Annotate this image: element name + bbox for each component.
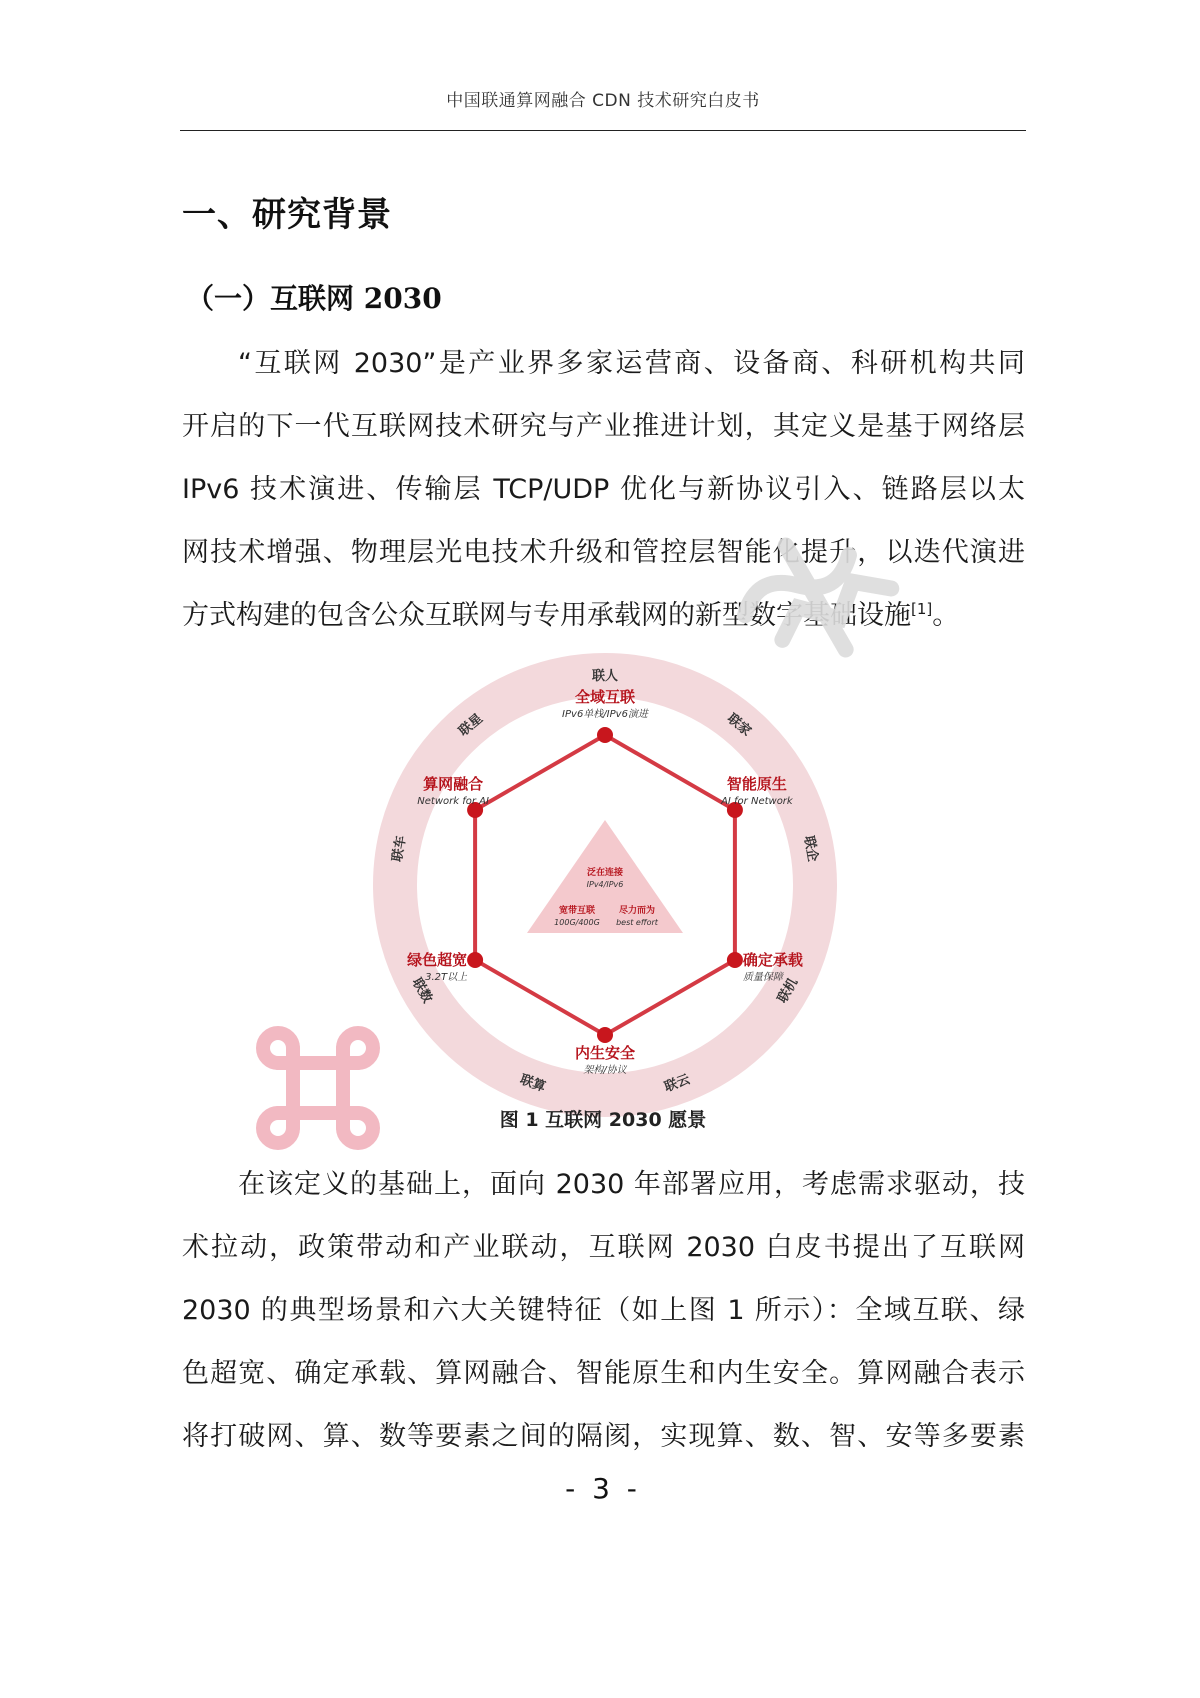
feature-node-title: 智能原生 — [726, 775, 787, 793]
running-header: 中国联通算网融合 CDN 技术研究白皮书 — [446, 91, 760, 111]
paragraph-line: “互联网 2030”是产业界多家运营商、设备商、科研机构共同 — [238, 348, 1025, 379]
paragraph-features — [182, 1153, 1025, 1468]
paragraph-line: 2030 的典型场景和六大关键特征（如上图 1 所示）：全域互联、绿 — [182, 1295, 1025, 1326]
china-unicom-logo-watermark-icon — [248, 1018, 388, 1158]
paragraph-line: 网技术增强、物理层光电技术升级和管控层智能化提升，以迭代演进 — [182, 537, 1025, 568]
subsection-heading — [186, 277, 442, 317]
paragraph-line: 术拉动，政策带动和产业联动，互联网 2030 白皮书提出了互联网 — [182, 1232, 1025, 1263]
internet-2030-vision-diagram — [370, 650, 840, 1120]
subsection-heading-number: 2030 — [363, 282, 442, 315]
feature-node-title: 内生安全 — [574, 1044, 636, 1062]
ring-label: 联机 — [775, 975, 802, 1006]
citation-ref: [1] — [911, 600, 933, 618]
paragraph-line: IPv6 技术演进、传输层 TCP/UDP 优化与新协议引入、链路层以太 — [182, 474, 1025, 505]
feature-node-subtitle: Network for AI — [417, 796, 489, 807]
subsection-heading-prefix: （一）互联网 — [186, 282, 364, 315]
center-label-sub: 100G/400G — [554, 918, 600, 927]
header-rule — [180, 130, 1026, 131]
center-label-sub: IPv4/IPv6 — [586, 880, 624, 889]
feature-node-subtitle: IPv6单栈/IPv6演进 — [562, 709, 648, 720]
paragraph-line: 色超宽、确定承载、算网融合、智能原生和内生安全。算网融合表示 — [182, 1358, 1025, 1389]
ring-label: 联家 — [724, 711, 754, 740]
ring-label: 联算 — [517, 1072, 548, 1096]
paragraph-line: 在该定义的基础上，面向 2030 年部署应用，考虑需求驱动，技 — [238, 1169, 1025, 1200]
feature-node-title: 绿色超宽 — [407, 951, 468, 969]
ring-label: 联云 — [662, 1072, 693, 1096]
section-heading: 一、研究背景 — [182, 195, 392, 235]
feature-node-dot — [467, 952, 483, 968]
ring-label: 联数 — [408, 975, 435, 1006]
feature-node-title: 确定承载 — [742, 951, 803, 969]
feature-node-subtitle: 架构/协议 — [583, 1065, 627, 1076]
feature-node-title: 算网融合 — [423, 775, 484, 793]
feature-node-subtitle: 3.2T以上 — [425, 972, 468, 983]
center-label-title: 泛在连接 — [586, 868, 624, 878]
feature-node-subtitle: 质量保障 — [742, 972, 783, 983]
figure-caption: 图 1 互联网 2030 愿景 — [499, 1109, 707, 1131]
feature-node-title: 全域互联 — [574, 688, 636, 706]
sentence-end: 。 — [932, 600, 960, 631]
feature-node-dot — [597, 1027, 613, 1043]
feature-node-dot — [597, 727, 613, 743]
paragraph-line: 将打破网、算、数等要素之间的隔阂，实现算、数、智、安等多要素 — [182, 1421, 1025, 1452]
paragraph-line-text: 方式构建的包含公众互联网与专用承载网的新型数字基础设施 — [182, 600, 911, 631]
page-number: - 3 - — [565, 1472, 641, 1505]
ring-label: 联车 — [390, 834, 410, 863]
center-label-sub: best effort — [616, 918, 658, 927]
paragraph-line: 开启的下一代互联网技术研究与产业推进计划，其定义是基于网络层 — [182, 411, 1025, 442]
feature-node-dot — [727, 952, 743, 968]
ring-label: 联企 — [800, 834, 820, 863]
ring-label: 联星 — [456, 711, 486, 740]
feature-node-subtitle: AI for Network — [721, 796, 793, 807]
center-label-title: 尽力而为 — [618, 906, 656, 916]
center-label-title: 宽带互联 — [558, 906, 596, 916]
ring-label: 联人 — [591, 669, 619, 684]
